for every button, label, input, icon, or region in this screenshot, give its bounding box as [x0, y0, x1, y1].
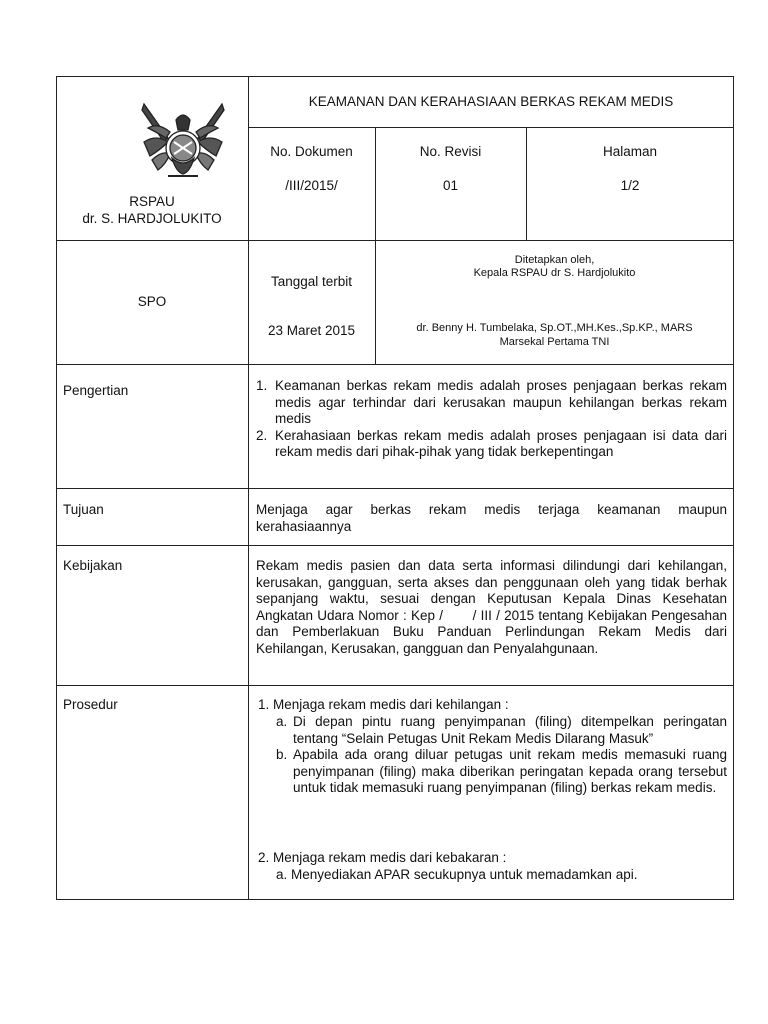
tanggal-terbit-label: Tanggal terbit	[270, 274, 353, 289]
list-item	[276, 747, 727, 797]
header-bottom-line	[56, 240, 734, 241]
list-number: 2.	[256, 427, 268, 443]
org-name: RSPAU	[129, 194, 175, 209]
prosedur-item-2: 2. Menjaga rekam medis dari kebakaran :	[258, 850, 507, 865]
no-revisi-label: No. Revisi	[419, 144, 482, 159]
list-text: Keamanan berkas rekam medis adalah proses penjagaan berkas rekam medis agar terhindar dari kerusakan maupun kehilangan berkas rekam medis	[275, 378, 727, 426]
list-item	[256, 428, 727, 461]
kebijakan-bottom-line	[56, 685, 734, 686]
list-item	[256, 378, 727, 428]
ditetapkan-jabatan: Kepala RSPAU dr S. Hardjolukito	[473, 267, 636, 279]
ditetapkan-oleh: Ditetapkan oleh,	[514, 254, 595, 266]
halaman-label: Halaman	[602, 144, 658, 159]
prosedur-sublist-1	[276, 714, 727, 797]
tujuan-bottom-line	[56, 545, 734, 546]
tujuan-label: Tujuan	[63, 502, 104, 517]
org-hospital-name: dr. S. HARDJOLUKITO	[82, 211, 222, 226]
pengertian-list	[256, 378, 727, 461]
no-dokumen-value: /III/2015/	[285, 178, 338, 193]
pengertian-label: Pengertian	[63, 383, 129, 398]
border-bottom	[56, 899, 734, 900]
border-top	[56, 76, 734, 77]
halaman-value: 1/2	[620, 178, 640, 193]
list-text: Di depan pintu ruang penyimpanan (filing) ditempelkan peringatan tentang “Selain Petugas Unit Rekam Medis Dilarang Masuk”	[293, 714, 727, 746]
signatory-name: dr. Benny H. Tumbelaka, Sp.OT.,MH.Kes.,Sp.KP., MARS	[416, 322, 693, 334]
document-title: KEAMANAN DAN KERAHASIAAN BERKAS REKAM MEDIS	[308, 94, 674, 109]
list-item	[276, 714, 727, 747]
tujuan-text: Menjaga agar berkas rekam medis terjaga keamanan maupun kerahasiaannya	[256, 502, 727, 534]
title-divider	[248, 127, 734, 128]
prosedur-label: Prosedur	[63, 697, 118, 712]
signatory-rank: Marsekal Pertama TNI	[499, 336, 610, 348]
list-letter: b.	[276, 747, 288, 762]
prosedur-item-2a: a. Menyediakan APAR secukupnya untuk memadamkan api.	[276, 867, 638, 882]
prosedur-item-1: 1. Menjaga rekam medis dari kehilangan :	[258, 697, 509, 712]
kebijakan-text: Rekam medis pasien dan data serta informasi dilindungi dari kehilangan, kerusakan, gangguan, serta akses dan penggunaan oleh yang tidak berhak sepanjang waktu, sesuai dengan Keputusan Kepala Dinas Kesehatan Angkatan Udara Nomor : Kep / / III / 2015 tentang Kebijakan Pengesahan dan Pemberlakuan Buku Panduan Perlindungan Rekam Medis dari Kehilangan, Kerusakan, gangguan dan Penyalahgunaan.	[256, 558, 731, 656]
spo-document	[56, 76, 734, 900]
tanggal-terbit-value: 23 Maret 2015	[267, 323, 356, 338]
pengertian-bottom-line	[56, 488, 734, 489]
spo-bottom-line	[56, 364, 734, 365]
spo-label: SPO	[137, 294, 167, 309]
no-revisi-value: 01	[442, 178, 459, 193]
kebijakan-label: Kebijakan	[63, 558, 123, 573]
list-text: Kerahasiaan berkas rekam medis adalah proses penjagaan isi data dari rekam medis dari pihak-pihak yang tidak berkepentingan	[275, 427, 727, 459]
list-text: Apabila ada orang diluar petugas unit rekam medis memasuki ruang penyimpanan (filing) maka diberikan peringatan kepada orang tersebut untuk tidak memasuki ruang penyimpanan (filing) berkas rekam medis.	[293, 747, 727, 795]
no-dokumen-label: No. Dokumen	[270, 144, 353, 159]
list-number: 1.	[256, 378, 268, 393]
air-force-emblem-icon	[138, 98, 228, 184]
list-letter: a.	[276, 714, 288, 729]
